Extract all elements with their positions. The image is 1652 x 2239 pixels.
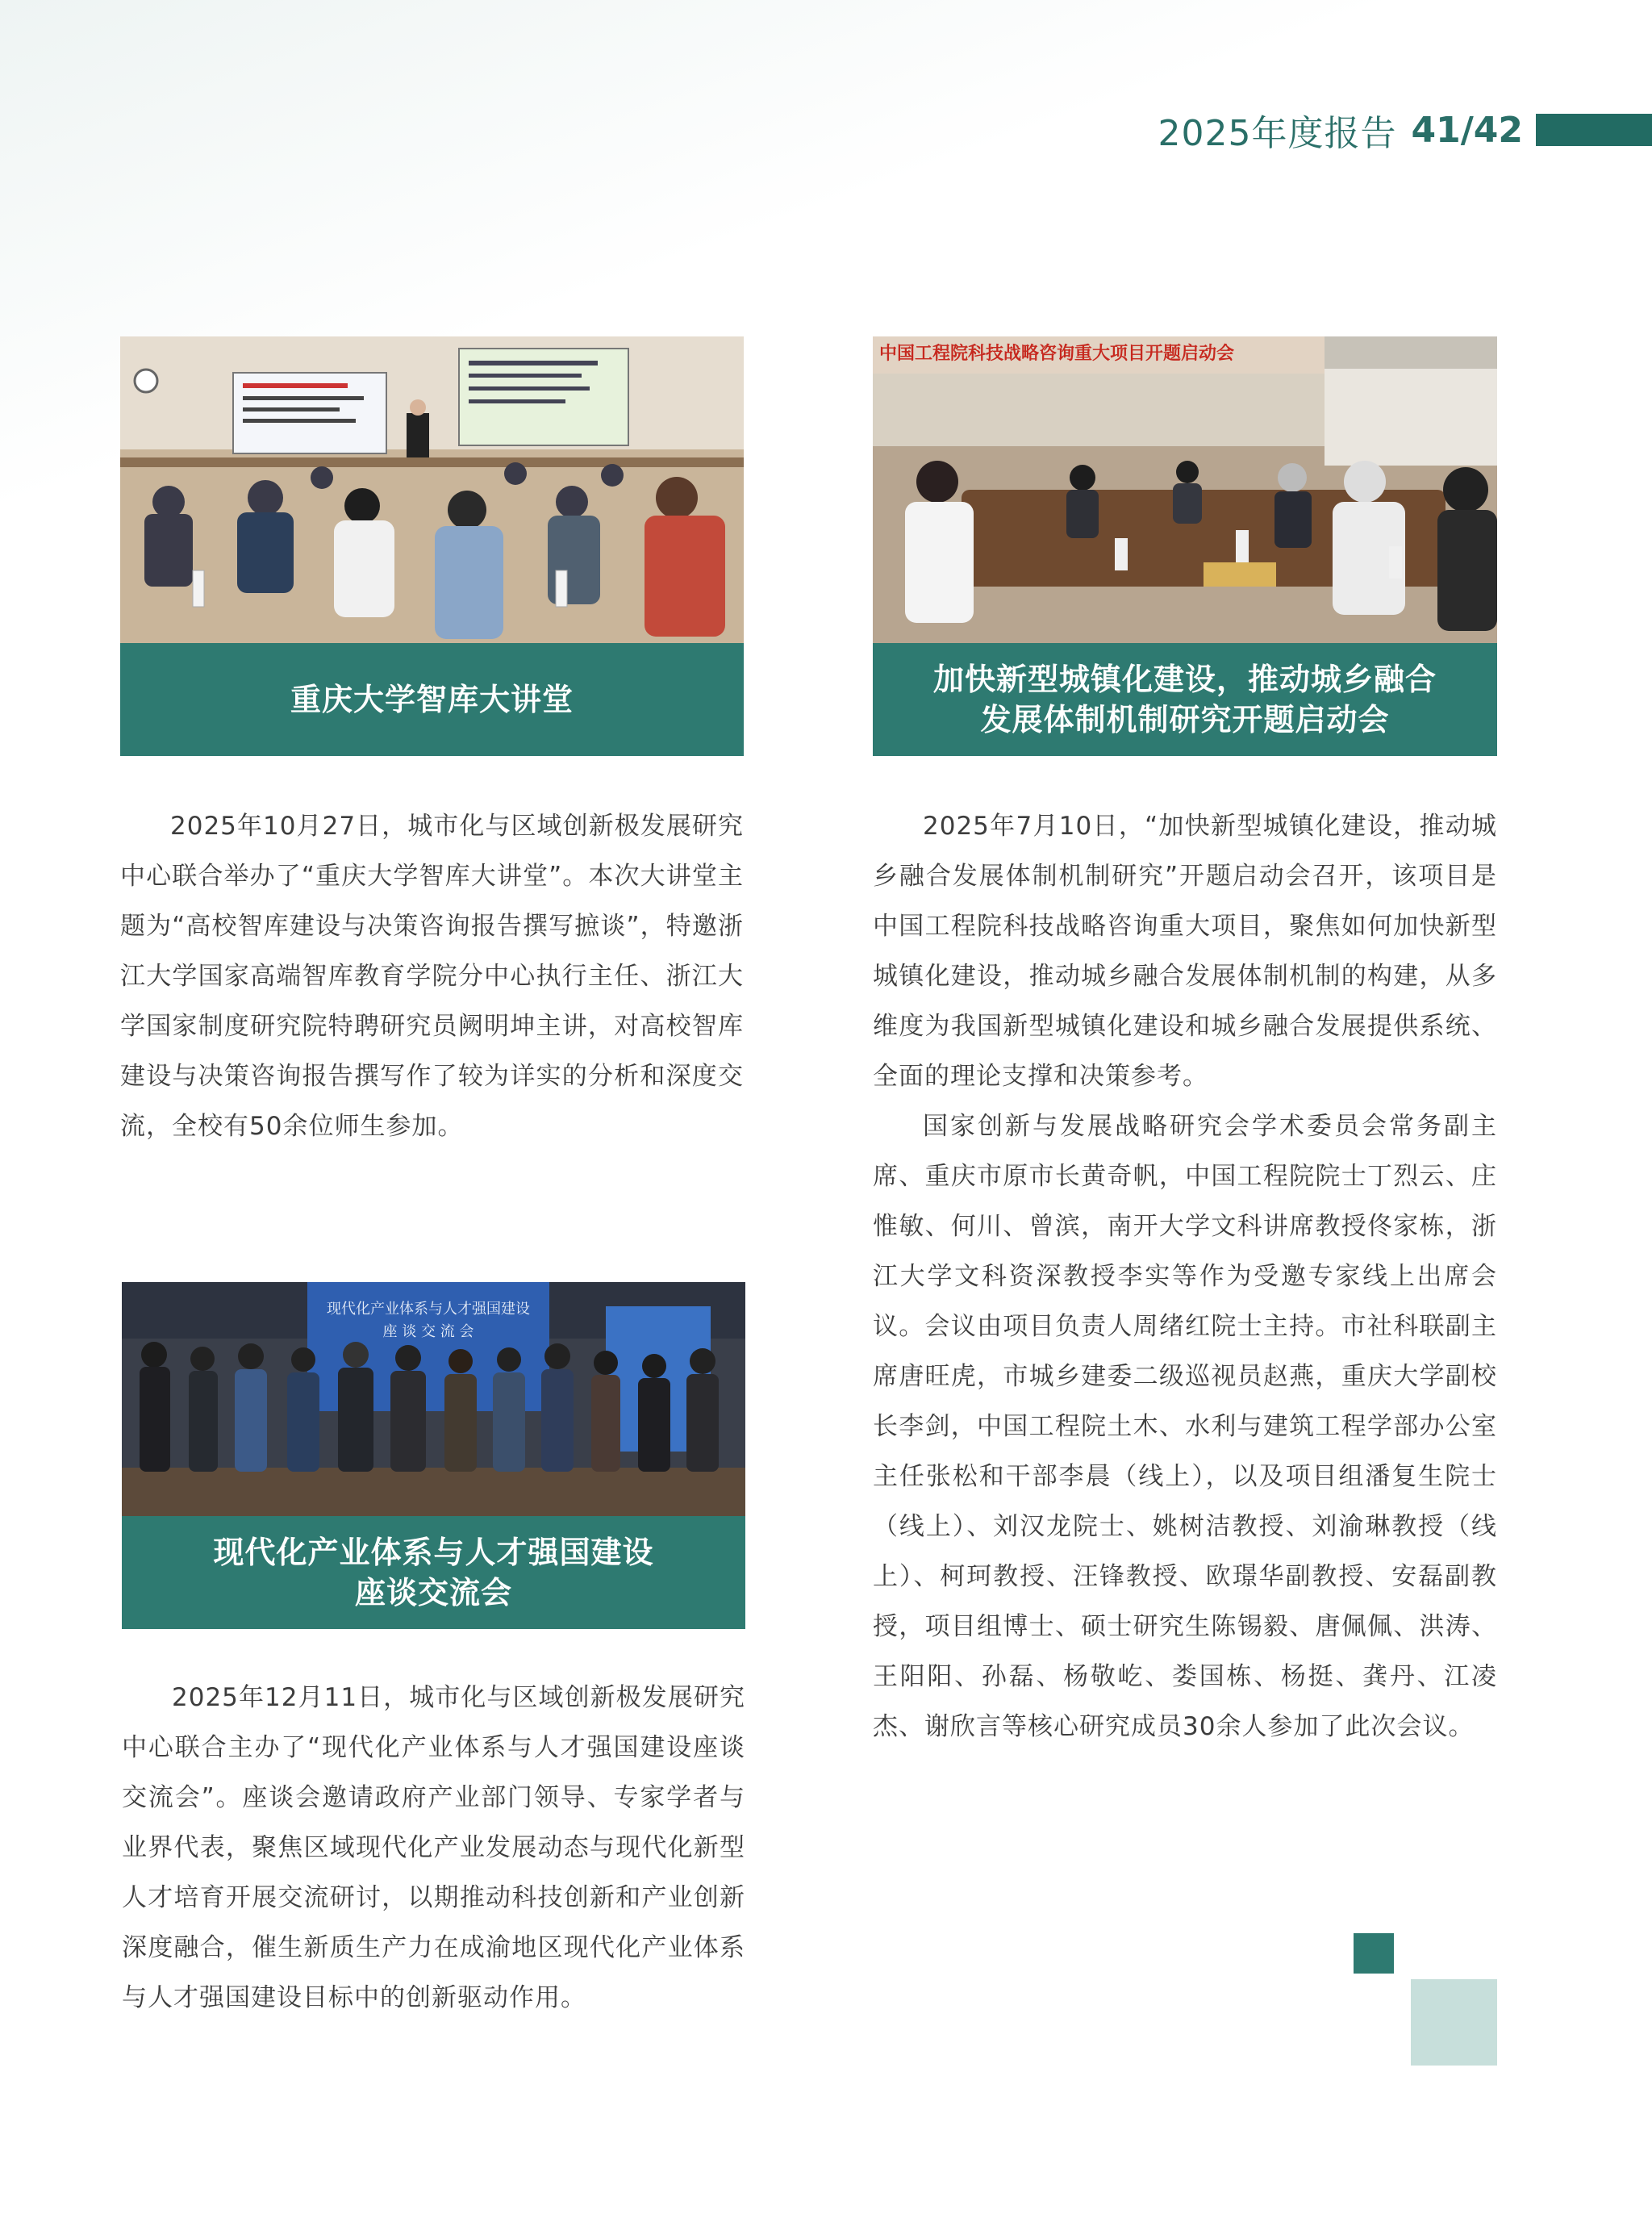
screen-text-line-2: 座 谈 交 流 会 — [382, 1323, 474, 1340]
lecture-title-banner — [120, 643, 744, 756]
kickoff-title-line-2: 发展体制机制研究开题启动会 — [980, 702, 1390, 737]
forum-title-line-1: 现代化产业体系与人才强国建设 — [213, 1535, 654, 1570]
lecture-paragraph: 2025年10月27日，城市化与区域创新极发展研究中心联合举办了“重庆大学智库大讲堂”。本次大讲堂主题为“高校智库建设与决策咨询报告撰写摭谈”，特邀浙江大学国家高端智库教育学院分中心执行主任、浙江大学国家制度研究院特聘研究员阙明坤主讲，对高校智库建设与决策咨询报告撰写作了较为详实的分析和深度交流，全校有50余位师生参加。 — [120, 812, 744, 1141]
kickoff-title-line-1: 加快新型城镇化建设，推动城乡融合 — [932, 662, 1437, 697]
kickoff-paragraph-1: 2025年7月10日，“加快新型城镇化建设，推动城乡融合发展体制机制研究”开题启动会召开，该项目是中国工程院科技战略咨询重大项目，聚焦如何加快新型城镇化建设，推动城乡融合发展体制机制的构建，从多维度为我国新型城镇化建设和城乡融合发展提供系统、全面的理论支撑和决策参考。 — [873, 812, 1497, 1091]
forum-title-line-2: 座谈交流会 — [354, 1575, 512, 1610]
screen-text-line-1: 现代化产业体系与人才强国建设 — [327, 1301, 530, 1318]
kickoff-card — [873, 336, 1497, 756]
report-title: 2025年度报告 — [1158, 113, 1397, 154]
decor-square-dark — [1354, 1933, 1394, 1974]
kickoff-photo — [873, 336, 1497, 643]
kickoff-text — [873, 801, 1497, 1752]
forum-paragraph: 2025年12月11日，城市化与区域创新极发展研究中心联合主办了“现代化产业体系与人才强国建设座谈交流会”。座谈会邀请政府产业部门领导、专家学者与业界代表，聚焦区域现代化产业发展动态与现代化新型人才培育开展交流研讨，以期推动科技创新和产业创新深度融合，催生新质生产力在成渝地区现代化产业体系与人才强国建设目标中的创新驱动作用。 — [122, 1683, 745, 2012]
lecture-card — [120, 336, 744, 756]
page-header — [1158, 109, 1652, 154]
forum-text — [122, 1673, 745, 2023]
photo-banner-text: 中国工程院科技战略咨询重大项目开题启动会 — [879, 343, 1235, 363]
header-accent-bar — [1536, 114, 1652, 146]
kickoff-paragraph-2: 国家创新与发展战略研究会学术委员会常务副主席、重庆市原市长黄奇帆，中国工程院院士丁烈云、庄惟敏、何川、曾滨，南开大学文科讲席教授佟家栋，浙江大学文科资深教授李实等作为受邀专家线上出席会议。会议由项目负责人周绪红院士主持。市社科联副主席唐旺虎，市城乡建委二级巡视员赵燕，重庆大学副校长李剑，中国工程院土木、水利与建筑工程学部办公室主任张松和干部李晨（线上），以及项目组潘复生院士（线上）、刘汉龙院士、姚树洁教授、刘渝琳教授（线上）、柯珂教授、汪锋教授、欧璟华副教授、安磊副教授，项目组博士、硕士研究生陈锡毅、唐佩佩、洪涛、王阳阳、孙磊、杨敬屹、娄国栋、杨挺、龚丹、江凌杰、谢欣言等核心研究成员30余人参加了此次会议。 — [873, 1112, 1497, 1741]
kickoff-title-banner — [873, 643, 1497, 756]
lecture-text — [120, 801, 744, 1151]
forum-photo — [122, 1282, 745, 1516]
lecture-photo — [120, 336, 744, 643]
forum-title-banner — [122, 1516, 745, 1629]
decor-square-light — [1411, 1979, 1497, 2066]
screen-text — [307, 1298, 549, 1343]
lecture-title-line: 重庆大学智库大讲堂 — [290, 682, 574, 717]
page-number: 41/42 — [1411, 109, 1523, 151]
forum-card — [122, 1282, 745, 1629]
